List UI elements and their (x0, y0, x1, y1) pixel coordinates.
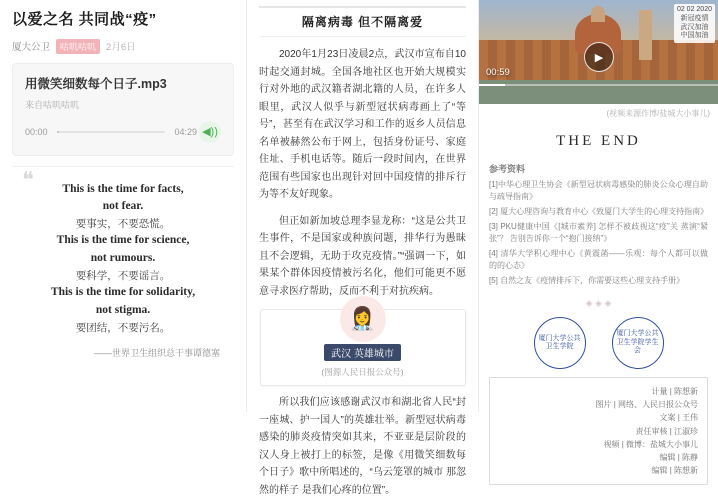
quote-line-zh-2: 要团结，不要污名。 (75, 321, 171, 334)
seal-right: 厦门大学公共卫生学院学生会 (612, 317, 664, 369)
quote-mark-icon: ❝ (22, 166, 34, 192)
list-item: [2] 厦大心理咨询与教育中心《致厦门大学生的心理支持指南》 (489, 207, 709, 216)
body-paragraph-2: 但正如新加坡总理李显龙称：“这是公共卫生事件，不是国家或种族问题，排华行为愚昧且不会逻辑，无助于攻克疫情。”“强调一下，如果某个群体因疫情被污名化，他们可能更不愿意寻求医疗帮助，反而不利于对抗疾病。 (259, 215, 466, 297)
list-item: [1]中华心理卫生协会《新型冠状病毒感染的肺炎公众心理自助与疏导指南》 (489, 180, 708, 201)
quote-line-en-1: not fear. (102, 200, 144, 213)
video-overlay-line-1: 新冠疫情 (680, 14, 709, 22)
audio-progress[interactable] (25, 127, 197, 137)
video-tower (639, 10, 652, 60)
video-overlay-line-2: 武汉加油 (680, 23, 709, 31)
audio-controls[interactable] (25, 121, 221, 143)
video-duration: 00:59 (486, 67, 510, 78)
ornament-divider: ◈ ◈ ◈ (585, 298, 612, 308)
credit-line: 视频 | 微博：盐城大小事儿 (603, 439, 698, 449)
list-item: [4] 清华大学积心理中心《黄震菡——乐观：每个人都可以做的的心态》 (489, 249, 708, 270)
the-end-label: THE END (556, 133, 641, 149)
list-item: [3] PKU健康中国《[城市素养] 怎样不被歧视这“疫”关 蒸演“紧张”？ 告别告诉你一个“抱门接纳”》 (489, 222, 708, 243)
quote-line-en-0: This is the time for facts, (62, 182, 184, 195)
quote-line-en-3: not rumours. (90, 252, 156, 265)
references-section (479, 162, 718, 287)
quote-block (12, 166, 234, 372)
doctor-card-source: (图源人民日报公众号) (321, 367, 404, 377)
article-tag[interactable]: 咕叽咕叽 (56, 39, 100, 54)
credits-box (489, 377, 708, 485)
column-left (0, 0, 246, 412)
credit-line: 编辑 | 陈想新 (651, 466, 698, 476)
section-banner: 隔离病毒 但不隔离爱 (259, 6, 466, 37)
references-list (489, 179, 708, 287)
doctor-avatar-icon: 👩‍⚕️ (340, 296, 386, 342)
volume-icon[interactable]: ◀)) (199, 121, 221, 143)
quote-line-zh-1: 要科学，不要谣言。 (75, 270, 171, 283)
credit-line: 计量 | 陈想新 (651, 387, 698, 396)
seal-left: 厦门大学公共卫生学院 (534, 317, 586, 369)
quote-line-en-2: This is the time for science, (56, 234, 190, 247)
video-caption: (视频来源作博/盐城大小事儿) (606, 109, 710, 118)
column-right (478, 0, 718, 476)
quote-line-zh-0: 要事实，不要恐慌。 (75, 218, 171, 231)
body-paragraph-3: 所以我们应该感谢武汉市和湖北省人民“封一座城、护一国人”的英雄壮举。新型冠状病毒感染的肺炎疫情突如其来，不亚亚是层阶段的汉人身上被打上的标签，是像《用微笑细数每个日子》歌中所唱述的，“乌云笼罩的城市 那忽然的样子 是我们心疼的位置”。 (259, 397, 466, 496)
article-date: 2月6日 (106, 42, 136, 53)
play-icon[interactable]: ▶ (584, 42, 614, 72)
credit-line: 编辑 | 陈静 (659, 452, 698, 462)
audio-player-card[interactable] (12, 63, 234, 156)
audio-track-title: 用微笑细数每个日子.mp3 (25, 76, 167, 91)
video-overlay-line-3: 中国加油 (680, 32, 709, 40)
audio-total-time: 04:29 (174, 126, 197, 137)
credit-line: 图片 | 网络、人民日报公众号 (595, 400, 698, 410)
quote-line-en-4: This is the time for solidarity, (50, 286, 196, 299)
page-title: 以爱之名 共同战“疫” (12, 11, 157, 28)
audio-current-time: 00:00 (25, 126, 48, 137)
references-title: 参考资料 (489, 164, 526, 174)
video-progress-bar[interactable] (479, 84, 718, 86)
video-overlay-line-0: 02 02 2020 (676, 6, 712, 13)
doctor-card-title: 武汉 英雄城市 (324, 344, 401, 361)
list-item: [5] 自然之友《疫情排斥下，你需要这些心理支持手册》 (489, 276, 685, 285)
quote-signature: ——世界卫生组织总干事谭德塞 (93, 348, 220, 359)
video-player[interactable] (479, 0, 718, 104)
video-dome-top (591, 6, 605, 22)
article-source: 厦大公卫 (12, 42, 51, 53)
doctor-card (260, 306, 466, 386)
video-overlay-text (674, 4, 715, 43)
credit-line: 文案 | 王伟 (659, 413, 698, 423)
article-meta (12, 39, 236, 54)
seal-row (479, 315, 718, 375)
doctor-card-wrap (259, 306, 466, 386)
column-middle (246, 0, 478, 496)
audio-subtitle: 来自咕叽咕叽 (25, 99, 80, 110)
body-paragraph-1: 2020年1月23日凌晨2点，武汉市宣布自10时起交通封城。全国各地社区也开始大规模实行对外地的武汉籍者湖北籍的人员，在许多人眼里，武汉人似乎与新型冠状病毒画上了“等号”，甚至有在武汉学习和工作的返乡人员信息名单被赫然公布于网上，包括身份证号、家庭住址、手机电话等。随后一段时间内，在世界范围有些国家也出现针对回中国疫情的排斥行为等不友好现象。 (259, 49, 466, 200)
credit-line: 责任审核 | 江淑珍 (635, 426, 698, 436)
audio-progress-bar[interactable] (57, 131, 166, 133)
quote-line-en-5: not stigma. (95, 304, 151, 317)
